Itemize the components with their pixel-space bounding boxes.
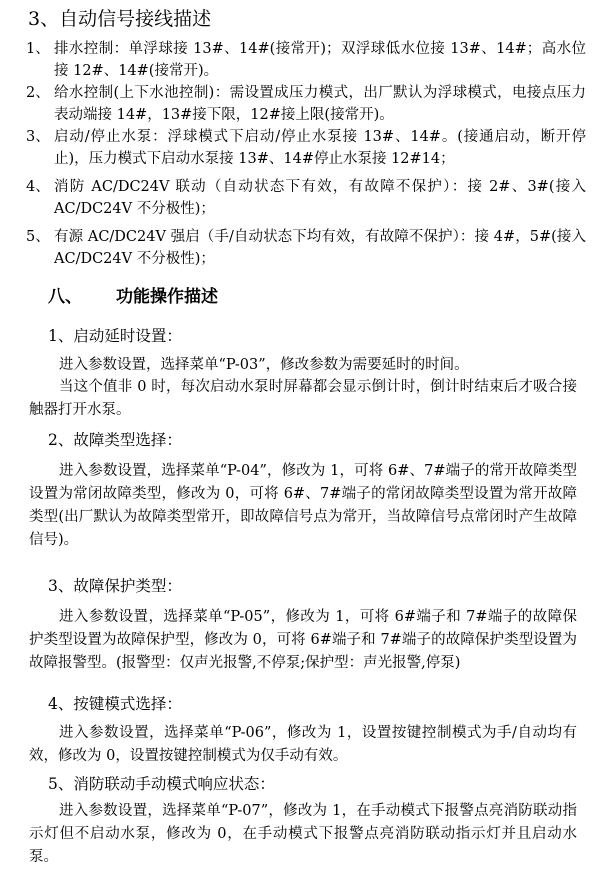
- list-item-2: [26, 82, 586, 126]
- subsection-heading-fault-type: 2、故障类型选择：: [48, 431, 182, 449]
- subsection-heading-startup-delay: 1、启动延时设置：: [48, 327, 182, 345]
- paragraph: 进入参数设置，选择菜单“P-07”，修改为 1，在手动模式下报警点亮消防联动指示灯但不启动水泵，修改为 0，在手动模式下报警点亮消防联动指示灯并且启动水泵。: [29, 803, 577, 865]
- list-item-number: 1、: [26, 41, 50, 57]
- list-item-text: 消防 AC/DC24V 联动（自动状态下有效，有故障不保护）：接 2#、3#(接入AC/DC24V 不分极性)；: [54, 179, 586, 217]
- paragraph: 进入参数设置，选择菜单“P-06”，修改为 1，设置按键控制模式为手/自动均有效，修改为 0，设置按键控制模式为仅手动有效。: [29, 725, 577, 764]
- list-item-3: [26, 126, 586, 170]
- paragraph: 进入参数设置，选择菜单“P-03”，修改参数为需要延时的时间。: [59, 357, 469, 373]
- list-item-text: 有源 AC/DC24V 强启（手/自动状态下均有效，有故障不保护）：接 4#，5#(接入 AC/DC24V 不分极性)；: [54, 229, 586, 267]
- section-8-title: 功能操作描述: [116, 287, 218, 307]
- paragraph: 当这个值非 0 时，每次启动水泵时屏幕都会显示倒计时，倒计时结束后才吸合接触器打开水泵。: [29, 379, 577, 418]
- list-item-1: [26, 38, 586, 82]
- paragraph: 进入参数设置，选择菜单“P-04”，修改为 1，可将 6#、7#端子的常开故障类型设置为常闭故障类型，修改为 0，可将 6#、7#端子的常闭故障类型设置为常开故障类型(出厂默认为故障类型常开，即故障信号点为常开，当故障信号点常闭时产生故障信号)。: [29, 463, 577, 548]
- section-3-heading: 3、自动信号接线描述: [28, 8, 212, 30]
- list-item-number: 2、: [26, 85, 50, 101]
- list-item-number: 3、: [26, 129, 50, 145]
- list-item-text: 启动/停止水泵：浮球模式下启动/停止水泵接 13#、14#。(接通启动，断开停止)，压力模式下启动水泵接 13#、14#停止水泵接 12#14；: [54, 129, 586, 167]
- section-8-heading: [48, 284, 218, 310]
- list-item-number: 4、: [26, 179, 50, 195]
- list-item-5: [26, 226, 586, 270]
- subsection-heading-fault-protection: 3、故障保护类型：: [48, 577, 182, 595]
- list-item-text: 排水控制：单浮球接 13#、14#(接常开)；双浮球低水位接 13#、14#；高水位接 12#、14#(接常开)。: [54, 41, 586, 79]
- section-8-number: 八、: [48, 287, 82, 307]
- list-item-number: 5、: [26, 229, 50, 245]
- subsection-heading-key-mode: 4、按键模式选择：: [48, 695, 182, 713]
- list-item-4: [26, 176, 586, 220]
- paragraph: 进入参数设置，选择菜单“P-05”，修改为 1，可将 6#端子和 7#端子的故障保护类型设置为故障保护型，修改为 0，可将 6#端子和 7#端子的故障保护类型设置为故障报警型。(报警型：仅声光报警,不停泵;保护型：声光报警,停泵): [29, 609, 577, 671]
- subsection-heading-fire-linkage: 5、消防联动手动模式响应状态：: [48, 775, 275, 793]
- list-item-text: 给水控制(上下水池控制)：需设置成压力模式，出厂默认为浮球模式，电接点压力表动端接 14#，13#接下限，12#接上限(接常开)。: [54, 85, 586, 123]
